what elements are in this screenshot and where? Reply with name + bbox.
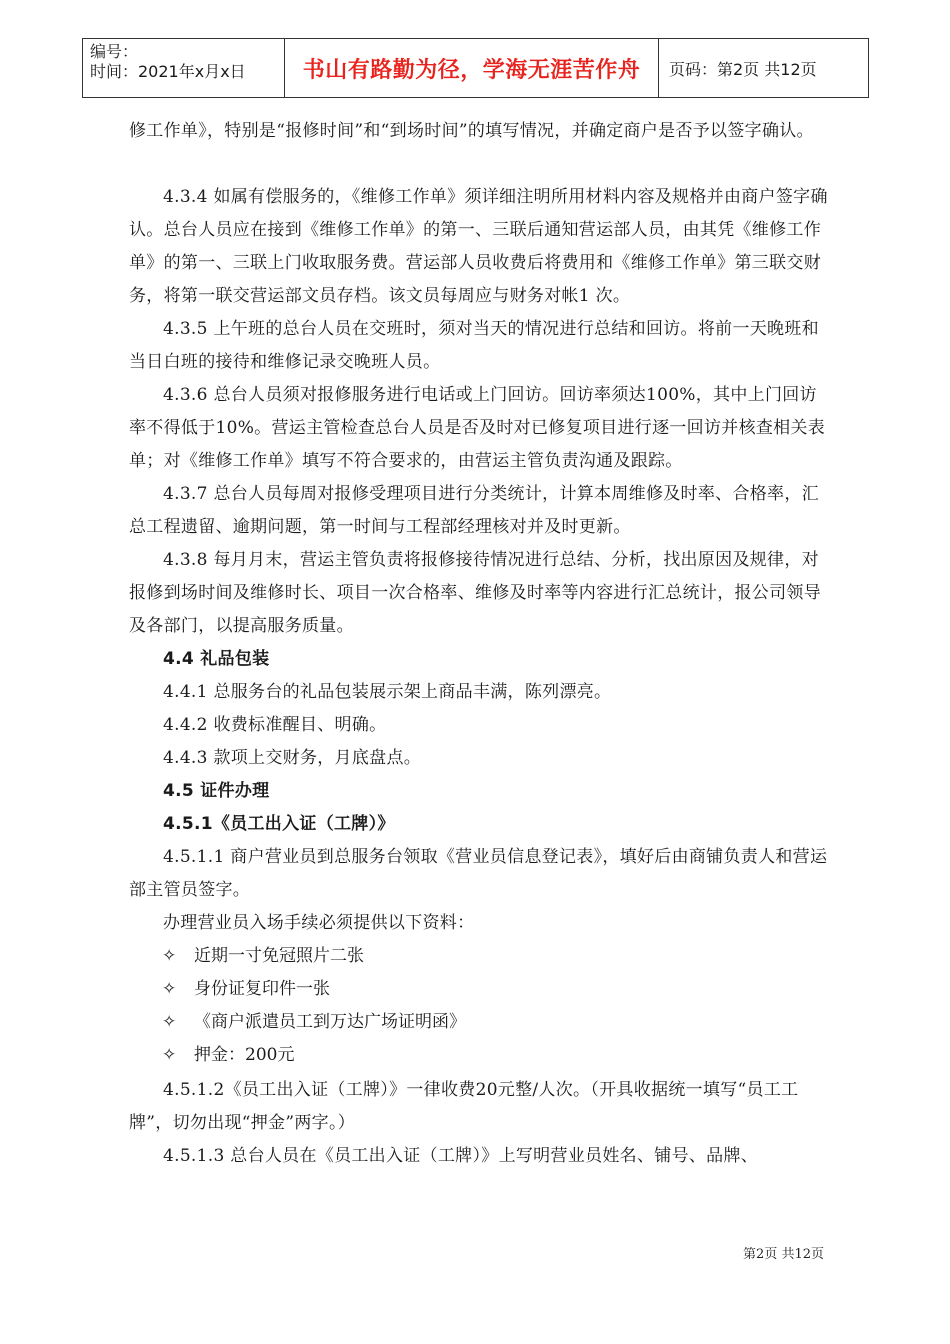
paragraph: 4.5.1.2《员工出入证（工牌）》一律收费20元整/人次。（开具收据统一填写“员工工牌”，切勿出现“押金”两字。）: [129, 1080, 799, 1133]
header-meta: [83, 39, 285, 97]
paragraph: 4.4.1 总服务台的礼品包装展示架上商品丰满，陈列漂亮。: [163, 682, 612, 702]
page-footer: 第2页 共12页: [743, 1247, 824, 1262]
paragraph: 4.3.8 每月月末，营运主管负责将报修接待情况进行总结、分析，找出原因及规律，对报修到场时间及维修时长、项目一次合格率、维修及时率等内容进行汇总统计，报公司领导及各部门，以提高服务质量。: [129, 550, 821, 636]
list-item: [162, 940, 364, 973]
paragraph: 4.3.5 上午班的总台人员在交班时，须对当天的情况进行总结和回访。将前一天晚班和当日白班的接待和维修记录交晚班人员。: [129, 319, 819, 372]
paragraph: 4.3.6 总台人员须对报修服务进行电话或上门回访。回访率须达100%，其中上门回访率不得低于10%。营运主管检查总台人员是否及时对已修复项目进行逐一回访并核查相关表单；对《维修工作单》填写不符合要求的，由营运主管负责沟通及跟踪。: [129, 385, 826, 471]
list-item-text: 《商户派遣员工到万达广场证明函》: [194, 1012, 466, 1032]
date-line: 时间：2021年x月x日: [90, 62, 246, 81]
sparkle-bullet-icon: ✧: [162, 946, 177, 966]
header-motto: 书山有路勤为径，学海无涯苦作舟: [285, 39, 659, 97]
sparkle-bullet-icon: ✧: [162, 1045, 177, 1065]
paragraph: 4.3.7 总台人员每周对报修受理项目进行分类统计，计算本周维修及时率、合格率，汇总工程遗留、逾期问题，第一时间与工程部经理核对并及时更新。: [129, 484, 819, 537]
sparkle-bullet-icon: ✧: [162, 1012, 177, 1032]
paragraph: 4.4.3 款项上交财务，月底盘点。: [163, 748, 422, 768]
page-header: [82, 38, 869, 98]
list-item: [162, 973, 330, 1006]
sparkle-bullet-icon: ✧: [162, 979, 177, 999]
list-item: [162, 1039, 294, 1072]
list-item-text: 近期一寸免冠照片二张: [194, 946, 364, 966]
header-page-number: 页码：第2页 共12页: [669, 59, 817, 79]
list-item-text: 身份证复印件一张: [194, 979, 330, 999]
section-heading: 4.4 礼品包装: [163, 649, 270, 669]
section-heading: 4.5 证件办理: [163, 781, 270, 801]
paragraph: 4.3.4 如属有偿服务的，《维修工作单》须详细注明所用材料内容及规格并由商户签字确认。总台人员应在接到《维修工作单》的第一、三联后通知营运部人员，由其凭《维修工作单》的第一、三联上门收取服务费。营运部人员收费后将费用和《维修工作单》第三联交财务，将第一联交营运部文员存档。该文员每周应与财务对帐1 次。: [129, 187, 828, 306]
doc-number-label: 编号：: [90, 42, 139, 61]
subsection-heading: 4.5.1《员工出入证（工牌）》: [163, 814, 395, 834]
paragraph: 4.5.1.1 商户营业员到总服务台领取《营业员信息登记表》，填好后由商铺负责人和营运部主管员签字。: [129, 847, 828, 900]
paragraph: 4.5.1.3 总台人员在《员工出入证（工牌）》上写明营业员姓名、铺号、品牌、: [163, 1146, 759, 1166]
paragraph: 办理营业员入场手续必须提供以下资料：: [163, 913, 475, 933]
list-item-text: 押金：200元: [194, 1045, 295, 1065]
paragraph: 修工作单》，特别是“报修时间”和“到场时间”的填写情况，并确定商户是否予以签字确认。: [129, 121, 814, 141]
list-item: [162, 1006, 466, 1039]
paragraph: 4.4.2 收费标准醒目、明确。: [163, 715, 387, 735]
